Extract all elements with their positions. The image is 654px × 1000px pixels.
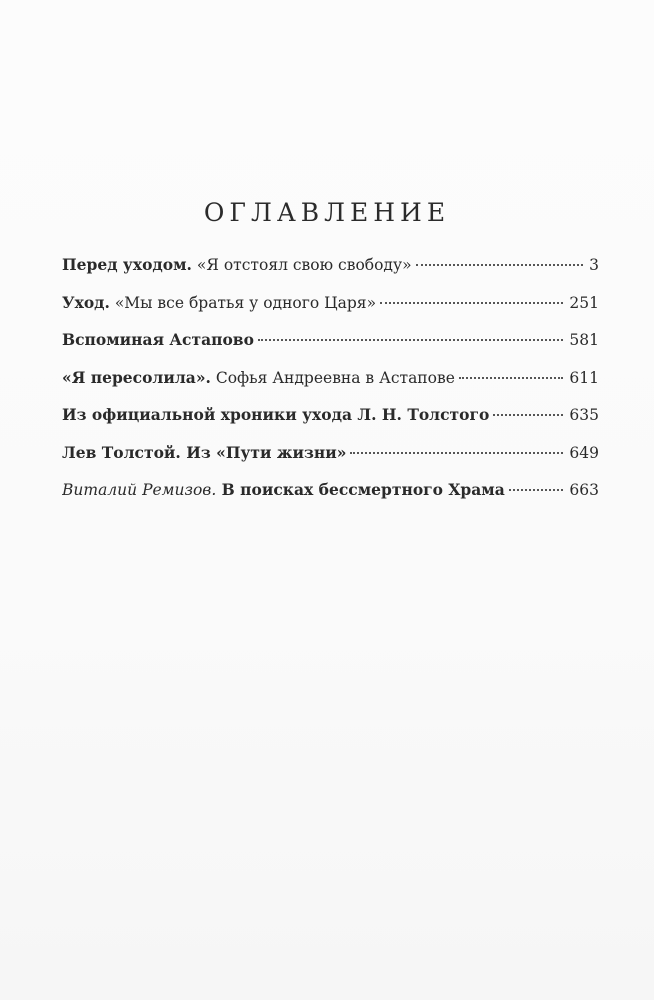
toc-page-number: 611 (569, 368, 599, 387)
toc-page-number: 581 (569, 331, 599, 349)
toc-page-number: 635 (569, 406, 599, 424)
toc-entry-subtitle: «Мы все братья у одного Царя» (109, 293, 377, 312)
toc-entry-title (62, 404, 489, 426)
toc-entry-subtitle: «Я отстоял свою свободу» (191, 256, 412, 274)
toc-entry-2 (62, 292, 599, 330)
toc-entry-6 (62, 442, 599, 480)
toc-entry-1 (62, 254, 599, 292)
toc-page-number: 663 (569, 481, 599, 499)
dot-leader (493, 414, 563, 416)
toc-entry-bold-title: Перед уходом. (62, 255, 192, 274)
toc-page-number: 251 (569, 293, 599, 312)
toc-entry-title (62, 442, 346, 464)
toc-entry-title (62, 292, 376, 314)
dot-leader (416, 264, 584, 266)
toc-entry-bold-title: «Я пересолила». (62, 367, 211, 387)
table-of-contents (62, 254, 599, 517)
dot-leader (509, 489, 564, 491)
dot-leader (350, 452, 563, 454)
dot-leader (459, 377, 564, 379)
toc-entry-author: Виталий Ремизов. (62, 481, 217, 499)
dot-leader (258, 339, 563, 341)
toc-entry-title (62, 254, 412, 276)
toc-entry-3 (62, 329, 599, 367)
toc-entry-bold-title: Уход. (62, 292, 110, 312)
toc-entry-bold-title: Лев Толстой. Из «Пути жизни» (62, 442, 347, 462)
toc-page-number: 3 (589, 256, 599, 274)
toc-entry-4 (62, 367, 599, 405)
toc-entry-5 (62, 404, 599, 442)
toc-entry-bold-title: Из официальной хроники ухода Л. Н. Толстого (62, 405, 490, 424)
dot-leader (380, 302, 563, 304)
toc-entry-title (62, 329, 254, 351)
toc-page-number: 649 (569, 443, 599, 462)
toc-entry-subtitle: Софья Андреевна в Астапове (210, 368, 455, 387)
page-title: ОГЛАВЛЕНИЕ (203, 198, 451, 227)
toc-entry-title (62, 367, 455, 389)
toc-entry-bold-title: Вспоминая Астапово (62, 330, 254, 349)
toc-entry-bold-title: В поисках бессмертного Храма (216, 480, 505, 499)
toc-entry-title (62, 479, 505, 501)
toc-entry-7 (62, 479, 599, 517)
